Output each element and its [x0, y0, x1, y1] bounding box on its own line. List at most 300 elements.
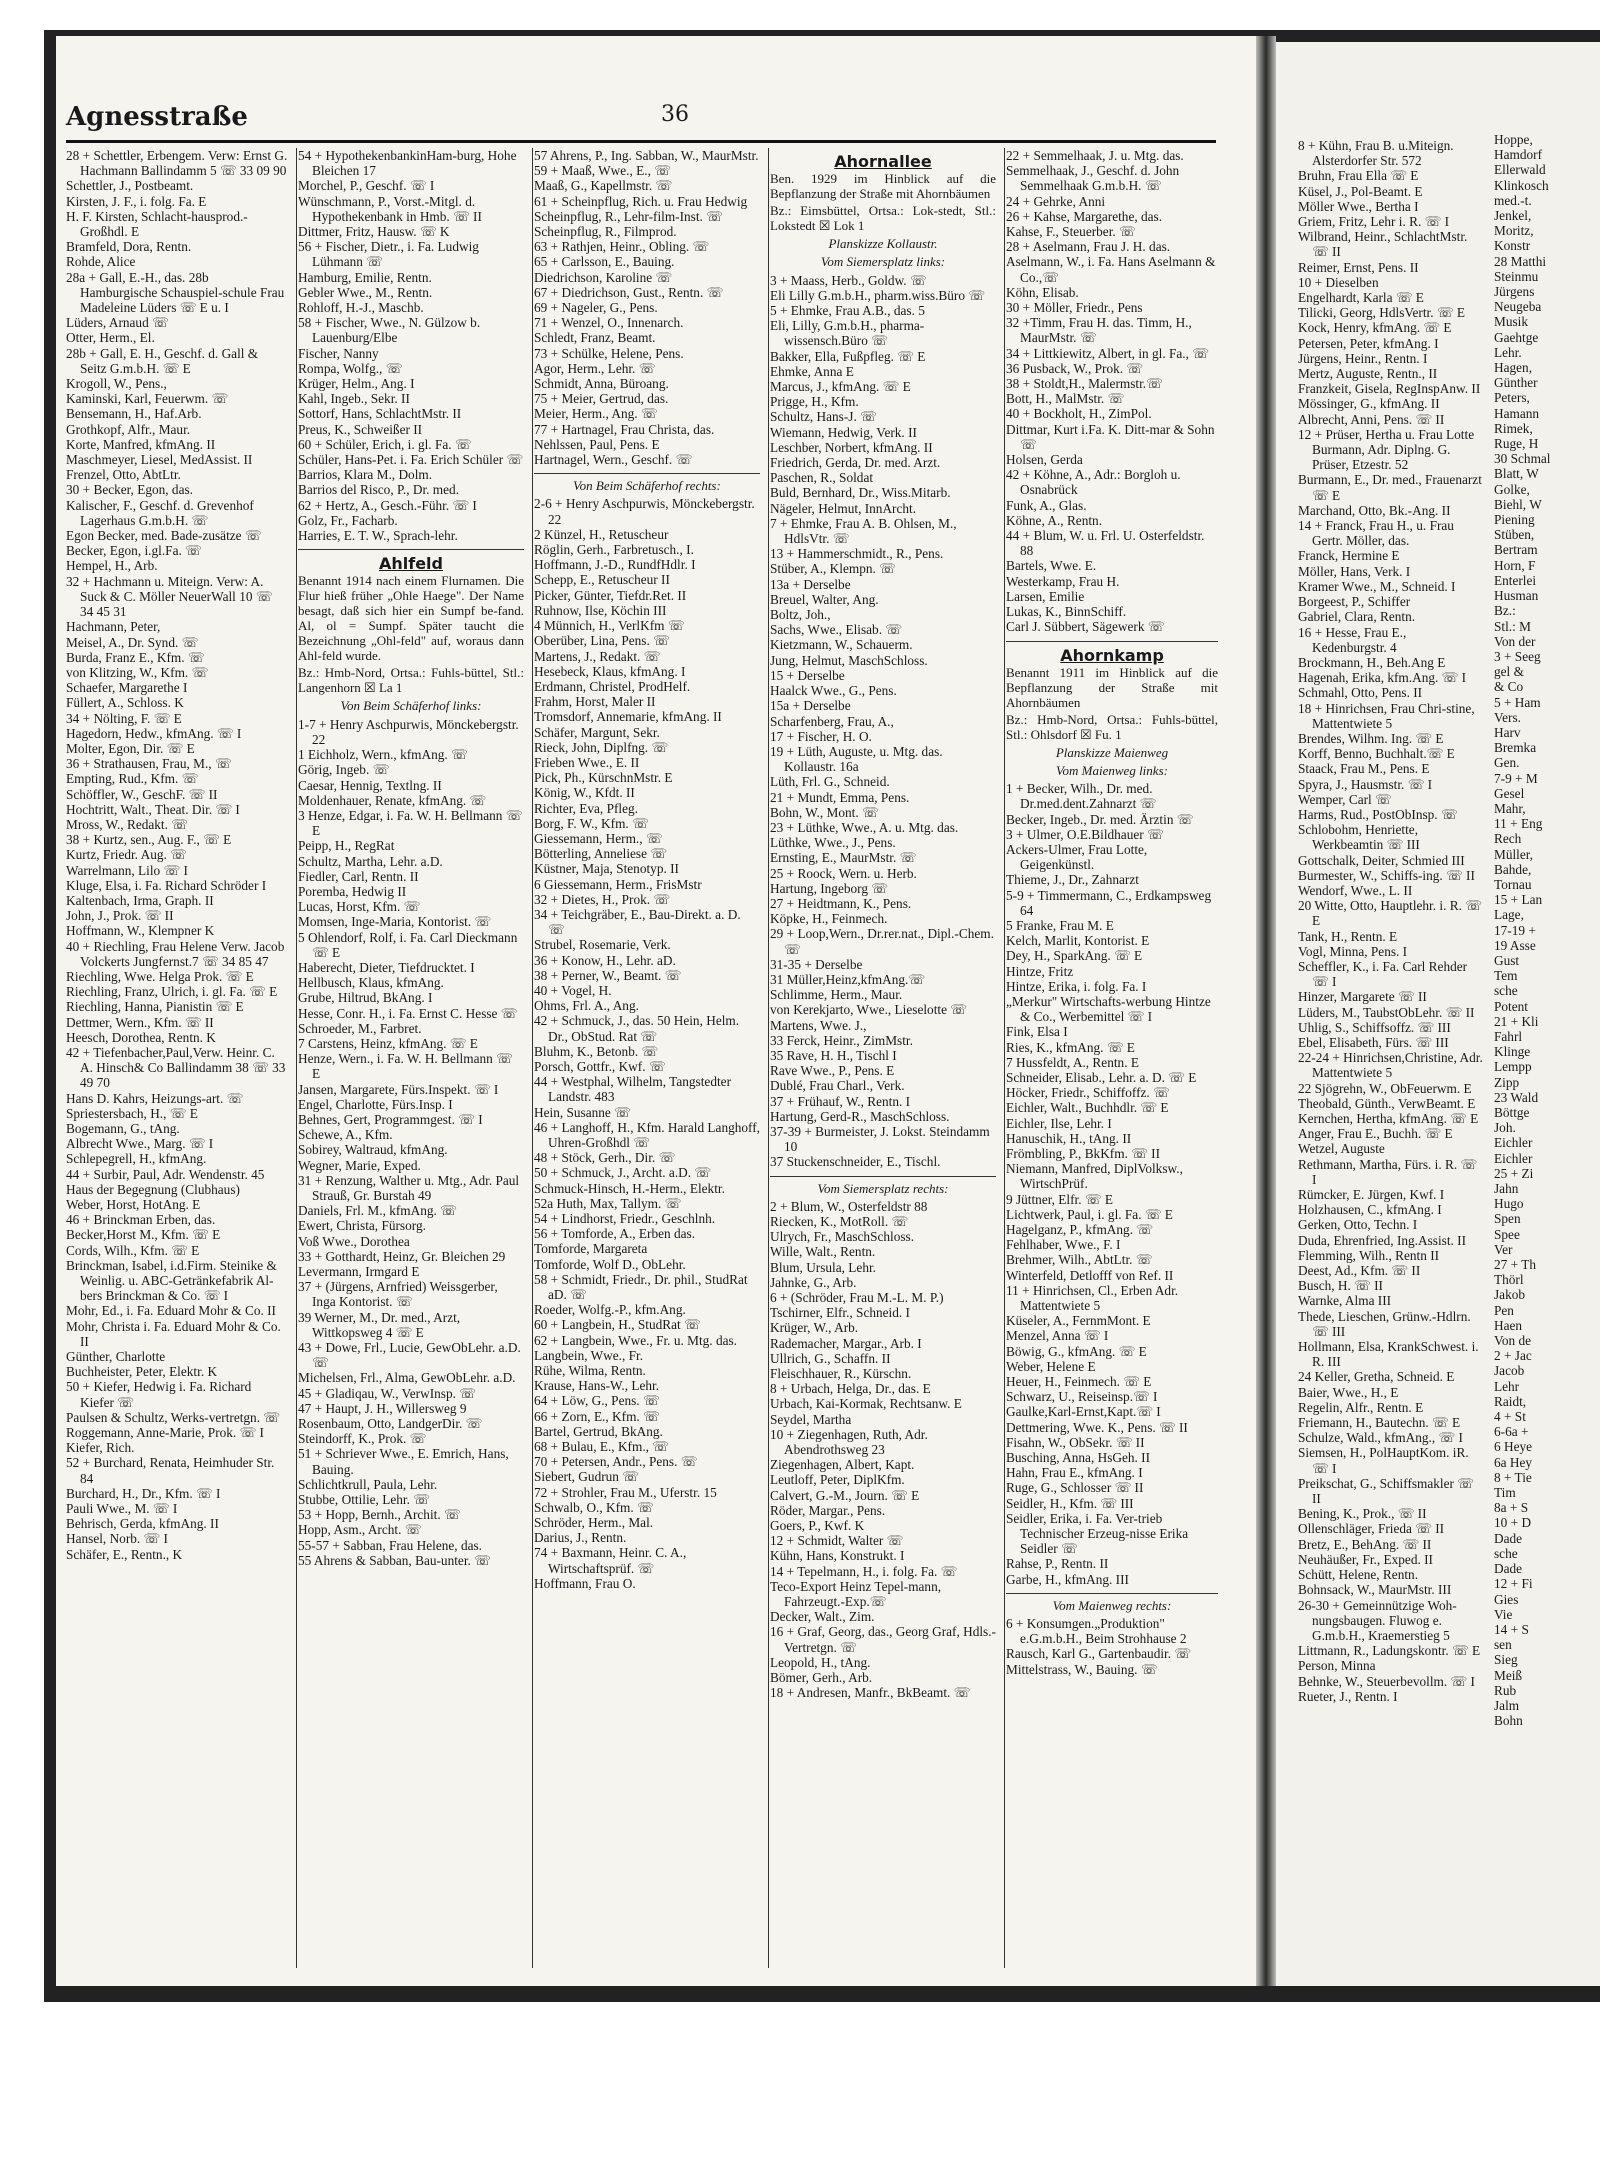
- directory-entry: 36 + Konow, H., Lehr. aD.: [534, 952, 676, 968]
- directory-entry: 5 + Ham: [1494, 694, 1541, 710]
- directory-entry: 65 + Carlsson, E., Bauing.: [534, 254, 675, 270]
- directory-entry: Hagelganz, P., kfmAng. ☏: [1006, 1222, 1153, 1237]
- directory-entry: 6 Heye: [1494, 1439, 1533, 1455]
- directory-entry: 67 + Diedrichson, Gust., Rentn. ☏: [534, 284, 724, 300]
- directory-entry: Rosenbaum, Otto, LandgerDir. ☏: [298, 1416, 483, 1432]
- directory-entry: Schledt, Franz, Beamt.: [534, 330, 656, 346]
- directory-entry: Voß Wwe., Dorothea: [298, 1233, 410, 1249]
- directory-entry: Bott, H., MalMstr. ☏: [1006, 391, 1125, 407]
- directory-entry: Ver: [1494, 1241, 1513, 1257]
- directory-entry: Haus der Begegnung (Clubhaus): [66, 1181, 240, 1197]
- directory-entry: Köhne, A., Rentn.: [1006, 512, 1103, 528]
- directory-entry: Bötterling, Anneliese ☏: [534, 846, 667, 862]
- directory-entry: Enterlei: [1494, 572, 1537, 588]
- directory-entry: Carl J. Sübbert, Sägewerk ☏: [1006, 619, 1165, 635]
- directory-entry: 56 + Tomforde, A., Erben das.: [534, 1226, 696, 1242]
- directory-entry: Lehr.: [1494, 344, 1522, 360]
- directory-entry: Korff, Benno, Buchhalt.☏ E: [1298, 746, 1455, 762]
- directory-entry: 50 + Schmuck, J., Archt. a.D. ☏: [534, 1165, 712, 1181]
- directory-entry: Kelch, Marlit, Kontorist. E: [1006, 933, 1150, 949]
- directory-entry: 14 + S: [1494, 1621, 1529, 1637]
- directory-entry: Leopold, H., tAng.: [770, 1654, 871, 1670]
- directory-entry: Bensemann, H., Haf.Arb.: [66, 406, 202, 422]
- directory-entry: Eichler, Ilse, Lehr. I: [1006, 1115, 1112, 1131]
- directory-entry: Stüben,: [1494, 527, 1535, 543]
- directory-entry: Becker,Horst M., Kfm. ☏ E: [66, 1227, 221, 1243]
- directory-entry: Rimek,: [1494, 420, 1533, 436]
- directory-entry: Richter, Eva, Pfleg.: [534, 800, 638, 816]
- directory-entry: 13 + Hammerschmidt., R., Pens.: [770, 546, 944, 562]
- directory-entry: Winterfeld, Detlofff von Ref. II: [1006, 1267, 1174, 1283]
- directory-entry: Preus, K., Schweißer II: [298, 421, 423, 437]
- section-title-ahlfeld: Ahlfeld: [378, 554, 443, 574]
- directory-entry: Mohr, Christa i. Fa. Eduard Mohr & Co. II: [66, 1318, 281, 1349]
- directory-entry: Vogl, Minna, Pens. I: [1298, 943, 1408, 959]
- directory-entry: Gebler Wwe., M., Rentn.: [298, 284, 433, 300]
- directory-entry: Seydel, Martha: [770, 1411, 852, 1427]
- directory-entry: Kirsten, J. F., i. folg. Fa. E: [66, 193, 207, 209]
- directory-entry: Kluge, Elsa, i. Fa. Richard Schröder I: [66, 877, 267, 893]
- directory-entry: 40 + Bockholt, H., ZimPol.: [1006, 406, 1152, 422]
- directory-entry: 11 + Hinrichsen, Cl., Erben Adr. Mattentwiete 5: [1006, 1282, 1179, 1314]
- directory-entry: 4 Münnich, H., VerlKfm ☏: [534, 618, 685, 634]
- directory-entry: Preikschat, G., Schiffsmakler ☏ II: [1298, 1475, 1474, 1507]
- directory-entry: 6a Hey: [1494, 1454, 1533, 1470]
- directory-entry: sen: [1494, 1637, 1512, 1653]
- directory-entry: Fleischhauer, R., Kürschn.: [770, 1366, 912, 1382]
- ahlfeld-even-entries: [534, 496, 760, 1591]
- directory-entry: 8 + Tie: [1494, 1469, 1532, 1485]
- section-divider: [298, 549, 524, 550]
- directory-entry: Schewe, A., Kfm.: [298, 1127, 393, 1143]
- directory-entry: Ewert, Christa, Fürsorg.: [298, 1218, 426, 1234]
- directory-entry: Bluhm, K., Betonb. ☏: [534, 1043, 659, 1059]
- directory-entry: 36 + Strathausen, Frau, M., ☏: [66, 756, 232, 772]
- directory-entry: 62 + Hertz, A., Gesch.-Führ. ☏ I: [298, 497, 477, 513]
- book-gutter: [1256, 36, 1276, 1986]
- directory-entry: Siebert, Gudrun ☏: [534, 1469, 639, 1485]
- directory-entry: 28 + Schettler, Erbengem. Verw: Ernst G. Hachmann Ballindamm 5 ☏ 33 09 90: [66, 148, 288, 179]
- directory-entry: Hagedorn, Hedw., kfmAng. ☏ I: [66, 725, 242, 741]
- directory-entry: Schüler, Hans-Pet. i. Fa. Erich Schüler ☏: [298, 452, 524, 468]
- section-divider: [1006, 1593, 1218, 1594]
- directory-entry: Agor, Herm., Lehr. ☏: [534, 360, 656, 376]
- ahornallee-left-entries: [770, 273, 996, 1170]
- directory-entry: Biehl, W: [1494, 496, 1542, 512]
- directory-entry: Mertz, Auguste, Rentn., II: [1298, 366, 1438, 382]
- directory-entry: Hachmann, Peter,: [66, 619, 161, 635]
- directory-entry: Regelin, Alfr., Rentn. E: [1298, 1399, 1424, 1415]
- directory-entry: Dittmar, Kurt i.Fa. K. Ditt-mar & Sohn ☏: [1006, 421, 1215, 452]
- directory-entry: Behnke, W., Steuerbevollm. ☏ I: [1298, 1673, 1475, 1689]
- page-number: 36: [661, 102, 689, 127]
- directory-entry: Golz, Fr., Facharb.: [298, 512, 398, 528]
- directory-entry: Rieck, John, Diplfng. ☏: [534, 739, 669, 755]
- directory-entry: Schlimme, Herm., Maur.: [770, 987, 903, 1003]
- directory-entry: Riecken, K., MotRoll. ☏: [770, 1214, 909, 1229]
- directory-entry: Gesel: [1494, 785, 1525, 801]
- directory-entry: Dittmer, Fritz, Hausw. ☏ K: [298, 224, 450, 240]
- directory-entry: Hamdorf: [1494, 147, 1542, 163]
- directory-entry: 2-6 + Henry Aschpurwis, Mönckebergstr. 22: [534, 496, 755, 527]
- directory-entry: 6-6a +: [1494, 1424, 1529, 1440]
- directory-entry: Schepp, E., Retuscheur II: [534, 572, 670, 588]
- directory-entry: 33 + Gotthardt, Heinz, Gr. Bleichen 29: [298, 1248, 506, 1264]
- directory-entry: 7 Carstens, Heinz, kfmAng. ☏ E: [298, 1035, 478, 1051]
- directory-entry: 32 +Timm, Frau H. das. Timm, H., MaurMstr. ☏: [1006, 315, 1192, 346]
- directory-entry: Barrios, Klara M., Dolm.: [298, 467, 433, 483]
- directory-entry: Kernchen, Hertha, kfmAng. ☏ E: [1298, 1111, 1479, 1126]
- directory-entry: 21 + Mundt, Emma, Pens.: [770, 789, 910, 805]
- directory-entry: Stl.: M: [1494, 618, 1531, 634]
- directory-entry: 36 Pusback, W., Prok. ☏: [1006, 360, 1144, 376]
- directory-entry: 61 + Scheinpflug, Rich. u. Frau Hedwig: [534, 193, 748, 209]
- directory-entry: Gen.: [1494, 755, 1520, 771]
- ahlfeld-entries: [298, 717, 524, 1568]
- directory-entry: Ackers-Ulmer, Frau Lotte, Geigenkünstl.: [1006, 841, 1148, 873]
- directory-entry: Jürgens, Heinr., Rentn. I: [1298, 350, 1428, 366]
- directory-entry: Kietzmann, W., Schauerm.: [770, 637, 913, 653]
- directory-entry: Morchel, P., Geschf. ☏ I: [298, 178, 435, 194]
- directory-entry: Raidt,: [1494, 1393, 1527, 1409]
- section-divider: [1006, 641, 1218, 642]
- directory-entry: Eichler: [1494, 1150, 1533, 1166]
- directory-entry: Scharfenberg, Frau, A.,: [770, 713, 894, 729]
- directory-entry: Köhn, Elisab.: [1006, 284, 1079, 300]
- directory-entry: Engel, Charlotte, Fürs.Insp. I: [298, 1096, 453, 1112]
- directory-entry: 25 + Roock, Wern. u. Herb.: [770, 865, 917, 881]
- directory-entry: Maaß, G., Kapellmstr. ☏: [534, 178, 673, 194]
- directory-entry: Jenkel,: [1494, 208, 1532, 224]
- directory-entry: 44 + Surbir, Paul, Adr. Wendenstr. 45: [66, 1166, 265, 1182]
- directory-entry: Stüber, A., Klempn. ☏: [770, 561, 896, 577]
- directory-entry: Ernsting, E., MaurMstr. ☏: [770, 850, 917, 866]
- directory-entry: 58 + Fischer, Wwe., N. Gülzow b. Lauenburg/Elbe: [298, 315, 481, 346]
- directory-entry: Mohr, Ed., i. Fa. Eduard Mohr & Co. II: [66, 1303, 276, 1319]
- directory-entry: 70 + Petersen, Andr., Pens. ☏: [534, 1454, 698, 1470]
- directory-entry: Bahde,: [1494, 861, 1532, 877]
- directory-entry: Musik: [1494, 314, 1528, 330]
- directory-entry: Konstr: [1494, 238, 1531, 254]
- directory-entry: 47 + Haupt, J. H., Willersweg 9: [298, 1400, 467, 1416]
- directory-entry: Oberüber, Lina, Pens. ☏: [534, 633, 670, 649]
- directory-entry: Jung, Helmut, MaschSchloss.: [770, 652, 928, 668]
- directory-entry: Borg, F. W., Kfm. ☏: [534, 815, 649, 831]
- directory-entry: Schütt, Helene, Rentn.: [1298, 1567, 1419, 1583]
- section-description-ahlfeld: Benannt 1914 nach einem Flurnamen. Die Flur hieß früher „Ohle Haege". Der Name besagt, daß sich hier ein Sumpf be-fand. Al, ol = Sumpf. Später taucht die Bezeichnung „Ohl-feld" auf, woraus dann Ahl-feld wurde.: [298, 573, 524, 664]
- directory-entry: Hoffmann, W., Klempner K: [66, 923, 215, 939]
- directory-entry: Duda, Ehrenfried, Ing.Assist. II: [1298, 1232, 1467, 1248]
- directory-entry: Eli, Lilly, G.m.b.H., pharma-wissensch.Büro ☏: [770, 318, 925, 349]
- directory-entry: 28a + Gall, E.-H., das. 28b Hamburgische Schauspiel-schule Frau Madeleine Lüders ☏ E u. I: [66, 269, 285, 316]
- directory-entry: Holsen, Gerda: [1006, 452, 1083, 468]
- directory-entry: Barrios del Risco, P., Dr. med.: [298, 482, 460, 498]
- directory-entry: Boltz, Joh.,: [770, 607, 831, 623]
- directory-entry: 11 + Eng: [1494, 816, 1543, 832]
- directory-entry: Dublé, Frau Charl., Verk.: [770, 1078, 905, 1094]
- directory-entry: Hempel, H., Arb.: [66, 558, 158, 574]
- directory-entry: Pen: [1494, 1302, 1514, 1318]
- directory-entry: Giessemann, Herm., ☏: [534, 830, 663, 846]
- directory-entry: 44 + Westphal, Wilhelm, Tangstedter Landstr. 483: [534, 1074, 731, 1105]
- directory-entry: Hintze, Fritz: [1006, 963, 1074, 979]
- directory-entry: Hamburg, Emilie, Rentn.: [298, 269, 432, 285]
- directory-entry: Burda, Franz E., Kfm. ☏: [66, 649, 205, 665]
- directory-entry: Rueter, J., Rentn. I: [1298, 1688, 1398, 1704]
- directory-entry: Füllert, A., Schloss. K: [66, 695, 184, 711]
- directory-entry: 22-24 + Hinrichsen,Christine, Adr. Mattentwiete 5: [1298, 1050, 1483, 1081]
- directory-entry: Wegner, Marie, Exped.: [298, 1157, 421, 1173]
- directory-entry: Blum, Ursula, Lehr.: [770, 1259, 876, 1275]
- directory-entry: 42 + Schmuck, J., das. 50 Hein, Helm. Dr., ObStud. Rat ☏: [534, 1013, 740, 1044]
- directory-entry: Thieme, J., Dr., Zahnarzt: [1006, 872, 1139, 888]
- directory-entry: Langbein, Wwe., Fr.: [534, 1347, 644, 1363]
- directory-entry: Röder, Margar., Pens.: [770, 1502, 886, 1518]
- directory-entry: Darius, J., Rentn.: [534, 1530, 627, 1546]
- directory-entry: Gaehtge: [1494, 329, 1539, 345]
- directory-entry: Fink, Elsa I: [1006, 1024, 1068, 1040]
- directory-entry: Strubel, Rosemarie, Verk.: [534, 937, 671, 953]
- directory-entry: 66 + Zorn, E., Kfm. ☏: [534, 1408, 660, 1424]
- directory-entry: Siemsen, H., PolHauptKom. iR. ☏ I: [1298, 1445, 1469, 1476]
- directory-entry: Fiedler, Carl, Rentn. II: [298, 868, 419, 884]
- directory-entry: Uhlig, S., Schiffsoffz. ☏ III: [1298, 1019, 1451, 1035]
- directory-entry: 5 + Ehmke, Frau A.B., das. 5: [770, 303, 925, 319]
- directory-entry: Hugo: [1494, 1196, 1524, 1212]
- directory-entry: 39 Werner, M., Dr. med., Arzt, Wittkopsweg 4 ☏ E: [298, 1309, 461, 1340]
- directory-entry: Hoppe,: [1494, 132, 1533, 147]
- directory-entry: Lempp: [1494, 1059, 1532, 1075]
- directory-entry: Bretz, E., BehAng. ☏ II: [1298, 1536, 1432, 1552]
- directory-entry: Leutloff, Peter, DiplKfm.: [770, 1472, 905, 1488]
- directory-entry: Hellbusch, Klaus, kfmAng.: [298, 975, 444, 991]
- directory-entry: Wiemann, Hedwig, Verk. II: [770, 424, 917, 440]
- directory-entry: Tschirner, Elfr., Schneid. I: [770, 1305, 910, 1321]
- directory-entry: Schultz, Hans-J. ☏: [770, 409, 877, 425]
- directory-entry: Lucas, Horst, Kfm. ☏: [298, 899, 421, 915]
- directory-entry: Rademacher, Margar., Arb. I: [770, 1335, 922, 1351]
- directory-entry: Nägeler, Helmut, InnArcht.: [770, 500, 917, 516]
- directory-entry: H. F. Kirsten, Schlacht-hausprod.-Großhdl. E: [66, 208, 248, 240]
- directory-entry: Husman: [1494, 588, 1539, 604]
- directory-entry: 55-57 + Sabban, Frau Helene, das.: [298, 1537, 483, 1553]
- directory-entry: 52a Huth, Max, Tallym. ☏: [534, 1195, 682, 1211]
- directory-entry: Leschber, Norbert, kfmAng. II: [770, 439, 933, 455]
- directory-entry: 15 + Lan: [1494, 892, 1543, 908]
- directory-entry: Spyra, J., Hausmstr. ☏ I: [1298, 776, 1433, 792]
- directory-entry: Porsch, Gottfr., Kwf. ☏: [534, 1058, 666, 1074]
- directory-entry: 25 + Zi: [1494, 1165, 1534, 1181]
- directory-entry: 10 + D: [1494, 1515, 1532, 1531]
- directory-entry: 56 + Fischer, Dietr., i. Fa. Ludwig Lühmann ☏: [298, 239, 479, 270]
- directory-entry: Warnke, Alma III: [1298, 1293, 1392, 1309]
- directory-entry: Holzhausen, C., kfmAng. I: [1298, 1202, 1442, 1218]
- directory-entry: Schwarz, U., Reiseinsp.☏ I: [1006, 1389, 1158, 1405]
- directory-entry: 12 + Prüser, Hertha u. Frau Lotte Burmann, Adr. Diplng. G. Prüser, Etzestr. 52: [1298, 426, 1475, 473]
- directory-entry: Brendes, Wilhm. Ing. ☏ E: [1298, 730, 1444, 746]
- directory-entry: Krogoll, W., Pens.,: [66, 376, 167, 392]
- directory-entry: 8 + Urbach, Helga, Dr., das. E: [770, 1381, 931, 1397]
- directory-entry: Buchheister, Peter, Elektr. K: [66, 1364, 218, 1380]
- directory-entry: 54 + Lindhorst, Friedr., Geschlnh.: [534, 1211, 716, 1227]
- directory-entry: Steindorff, K., Prok. ☏: [298, 1431, 427, 1447]
- directory-entry: Kahse, F., Steuerber. ☏: [1006, 224, 1136, 240]
- directory-entry: Harv: [1494, 724, 1521, 740]
- directory-entry: von Klitzing, W., Kfm. ☏: [66, 664, 209, 680]
- directory-entry: Günther, Charlotte: [66, 1349, 166, 1365]
- directory-entry: 10 + Dieselben: [1298, 274, 1379, 290]
- directory-entry: Michelsen, Frl., Alma, GewObLehr. a.D.: [298, 1370, 516, 1386]
- directory-entry: sche: [1494, 1545, 1518, 1561]
- directory-entry: 27 + Th: [1494, 1257, 1536, 1273]
- directory-entry: Mössinger, G., kfmAng. II: [1298, 396, 1440, 412]
- directory-entry: Rub: [1494, 1682, 1517, 1698]
- directory-entry: Fisahn, W., ObSekr. ☏ II: [1006, 1434, 1145, 1450]
- directory-entry: Bogemann, G., tAng.: [66, 1121, 180, 1136]
- directory-entry: 50 + Kiefer, Hedwig i. Fa. Richard Kiefer ☏: [66, 1379, 252, 1410]
- directory-entry: Rahse, P., Rentn. II: [1006, 1556, 1109, 1572]
- directory-entry: 29 + Loop,Wern., Dr.rer.nat., Dipl.-Chem. ☏: [770, 926, 994, 957]
- directory-entry: Korte, Manfred, kfmAng. II: [66, 436, 216, 452]
- directory-entry: Marchand, Otto, Bk.-Ang. II: [1298, 502, 1451, 518]
- directory-entry: Hollmann, Elsa, KrankSchwest. i. R. III: [1298, 1339, 1479, 1370]
- directory-entry: Hintze, Erika, i. folg. Fa. I: [1006, 978, 1147, 994]
- directory-entry: Höcker, Friedr., Schiffoffz. ☏: [1006, 1085, 1170, 1101]
- directory-entry: Dettmering, Wwe. K., Pens. ☏ II: [1006, 1419, 1188, 1435]
- directory-entry: Wilbrand, Heinr., SchlachtMstr. ☏ II: [1298, 229, 1468, 260]
- directory-entry: 5 Ohlendorf, Rolf, i. Fa. Carl Dieckmann ☏ E: [298, 929, 518, 960]
- directory-entry: Böwig, G., kfmAng. ☏ E: [1006, 1343, 1147, 1359]
- directory-entry: Bakker, Ella, Fußpfleg. ☏ E: [770, 348, 926, 364]
- directory-entry: Hagenah, Erika, kfm.Ang. ☏ I: [1298, 670, 1467, 686]
- directory-entry: 33 Ferck, Heinr., ZimMstr.: [770, 1032, 913, 1048]
- directory-entry: Flemming, Wilh., Rentn II: [1298, 1247, 1440, 1263]
- directory-entry: Weber, Horst, HotAng. E: [66, 1197, 201, 1213]
- directory-entry: Anger, Frau E., Buchh. ☏ E: [1298, 1126, 1453, 1142]
- directory-entry: Frömbling, P., BkKfm. ☏ II: [1006, 1145, 1161, 1161]
- directory-entry: 3 + Seeg: [1494, 648, 1541, 664]
- directory-entry: 17-19 +: [1494, 922, 1536, 938]
- directory-entry: Krüger, Helm., Ang. I: [298, 376, 415, 392]
- directory-entry: 7-9 + M: [1494, 770, 1538, 786]
- directory-entry: Griem, Fritz, Lehr i. R. ☏ I: [1298, 214, 1450, 230]
- directory-entry: Jacob: [1494, 1363, 1525, 1379]
- directory-entry: Schneider, Elisab., Lehr. a. D. ☏ E: [1006, 1069, 1197, 1085]
- directory-entry: 28 + Aselmann, Frau J. H. das.: [1006, 239, 1171, 255]
- ahornallee-continued-entries: [1006, 148, 1218, 635]
- directory-entry: Reimer, Ernst, Pens. II: [1298, 259, 1419, 275]
- directory-entry: 12 + Schmidt, Walter ☏: [770, 1533, 904, 1549]
- directory-entry: 15a + Derselbe: [770, 698, 851, 714]
- directory-entry: Busching, Anna, HsGeh. II: [1006, 1450, 1151, 1466]
- directory-entry: John, J., Prok. ☏ II: [66, 908, 174, 924]
- directory-entry: Moldenhauer, Renate, kfmAng. ☏: [298, 792, 487, 808]
- directory-entry: Gaulke,Karl-Ernst,Kapt.☏ I: [1006, 1404, 1161, 1420]
- directory-entry: 37 + Frühauf, W., Rentn. I: [770, 1093, 911, 1109]
- directory-entry: 46 + Langhoff, H., Kfm. Harald Langhoff, Uhren-Großhdl ☏: [534, 1119, 760, 1150]
- section-subheading: Von Beim Schäferhof rechts:: [573, 478, 721, 494]
- directory-entry: Rausch, Karl G., Gartenbaudir. ☏: [1006, 1646, 1192, 1662]
- directory-entry: 71 + Wenzel, O., Innenarch.: [534, 315, 684, 331]
- directory-entry: 16 + Graf, Georg, das., Georg Graf, Hdls.-Vertretgn. ☏: [770, 1624, 996, 1655]
- section-description-ahornkamp: Benannt 1911 im Hinblick auf die Bepflanzung der Straße mit Ahornbäumen: [1006, 664, 1218, 710]
- directory-entry: Paulsen & Schultz, Werks-vertretgn. ☏: [66, 1409, 280, 1425]
- directory-entry: Poremba, Hedwig II: [298, 883, 407, 899]
- directory-entry: 72 + Strohler, Frau M., Uferstr. 15: [534, 1484, 717, 1500]
- directory-entry: Moritz,: [1494, 223, 1534, 239]
- directory-entry: Bohn, W., Mont. ☏: [770, 804, 879, 820]
- directory-entry: Bertram: [1494, 542, 1538, 558]
- directory-entry: 2 + Blum, W., Osterfeldstr 88: [770, 1198, 928, 1214]
- directory-entry: Breuel, Walter, Ang.: [770, 591, 879, 607]
- directory-entry: Schöffler, W., GeschF. ☏ II: [66, 786, 218, 802]
- directory-entry: 5 Franke, Frau M. E: [1006, 917, 1114, 933]
- directory-entry: med.-t.: [1494, 192, 1532, 208]
- directory-entry: Bartel, Gertrud, BkAng.: [534, 1423, 663, 1439]
- directory-entry: Heesch, Dorothea, Rentn. K: [66, 1029, 216, 1045]
- directory-entry: Bartels, Wwe. E.: [1006, 558, 1097, 574]
- directory-entry: Gabriel, Clara, Rentn.: [1298, 609, 1416, 625]
- directory-entry: Kaminski, Karl, Feuerwm. ☏: [66, 391, 229, 407]
- directory-entry: 60 + Langbein, H., StudRat ☏: [534, 1317, 701, 1333]
- directory-entry: Fahrl: [1494, 1028, 1523, 1044]
- directory-entry: Bohn: [1494, 1713, 1523, 1729]
- directory-entry: Friemann, H., Bautechn. ☏ E: [1298, 1415, 1461, 1431]
- directory-column-1: [66, 148, 297, 1968]
- directory-entry: Schultz, Martha, Lehr. a.D.: [298, 853, 443, 869]
- directory-entry: 45 + Gladiqau, W., VerwInsp. ☏: [298, 1385, 476, 1401]
- directory-entry: Levermann, Irmgard E: [298, 1264, 420, 1279]
- directory-entry: Hartung, Ingeborg ☏: [770, 880, 888, 896]
- directory-entry: Kühn, Hans, Konstrukt. I: [770, 1548, 905, 1564]
- directory-entry: 43 + Dowe, Frl., Lucie, GewObLehr. a.D. ☏: [298, 1340, 521, 1371]
- directory-entry: Klinge: [1494, 1044, 1531, 1060]
- directory-entry: 6 + Konsumgen.„Produktion" e.G.m.b.H., Beim Strohhause 2: [1006, 1616, 1187, 1647]
- directory-entry: Petersen, Peter, kfmAng. I: [1298, 335, 1439, 351]
- directory-entry: Paschen, R., Soldat: [770, 470, 874, 486]
- directory-entry: Friedrich, Gerda, Dr. med. Arzt.: [770, 455, 941, 471]
- directory-entry: Otter, Herm., El.: [66, 330, 155, 346]
- directory-entry: Haen: [1494, 1317, 1523, 1333]
- directory-entry: Aselmann, W., i. Fa. Hans Aselmann & Co.,☏: [1006, 254, 1216, 285]
- directory-entry: Schwalb, O., Kfm. ☏: [534, 1499, 654, 1515]
- directory-entry: Martens, J., Redakt. ☏: [534, 648, 661, 664]
- directory-entry: Rompa, Wolfg., ☏: [298, 360, 403, 376]
- directory-entry: Ruge, H: [1494, 436, 1539, 452]
- directory-entry: Pick, Ph., KürschnMstr. E: [534, 770, 673, 786]
- directory-entry: 26 + Kahse, Margarethe, das.: [1006, 208, 1163, 224]
- directory-entry: 23 Wald: [1494, 1089, 1539, 1105]
- directory-entry: Lüthke, Wwe., J., Pens.: [770, 835, 896, 851]
- directory-entry: Potent: [1494, 998, 1528, 1014]
- directory-entry: Hesse, Conr. H., i. Fa. Ernst C. Hesse ☏: [298, 1005, 518, 1021]
- directory-entry: 3 + Maass, Herb., Goldw. ☏: [770, 272, 927, 288]
- directory-entry: Maschmeyer, Liesel, MedAssist. II: [66, 452, 253, 468]
- directory-entry: 40 + Riechling, Frau Helene Verw. Jacob Volckerts Jungfernst.7 ☏ 34 85 47: [66, 938, 285, 969]
- directory-entry: Eichler, Walt., Buchhdlr. ☏ E: [1006, 1100, 1169, 1116]
- directory-entry: Köpke, H., Feinmech.: [770, 911, 888, 927]
- directory-entry: Ziegenhagen, Albert, Kapt.: [770, 1457, 915, 1473]
- directory-entry: Spee: [1494, 1226, 1520, 1242]
- directory-entry: Erdmann, Christel, ProdHelf.: [534, 678, 691, 694]
- directory-entry: Mittelstrass, W., Bauing. ☏: [1006, 1661, 1158, 1677]
- section-subheading: Vom Siemersplatz rechts:: [817, 1180, 949, 1196]
- directory-entry: 37 Stuckenschneider, E., Tischl.: [770, 1154, 941, 1170]
- section-title-ahornkamp: Ahornkamp: [1060, 645, 1164, 665]
- directory-entry: 35 Rave, H. H., Tischl I: [770, 1047, 897, 1063]
- directory-entry: Schlepegrell, H., kfmAng.: [66, 1151, 207, 1167]
- directory-entry: Tim: [1494, 1485, 1516, 1501]
